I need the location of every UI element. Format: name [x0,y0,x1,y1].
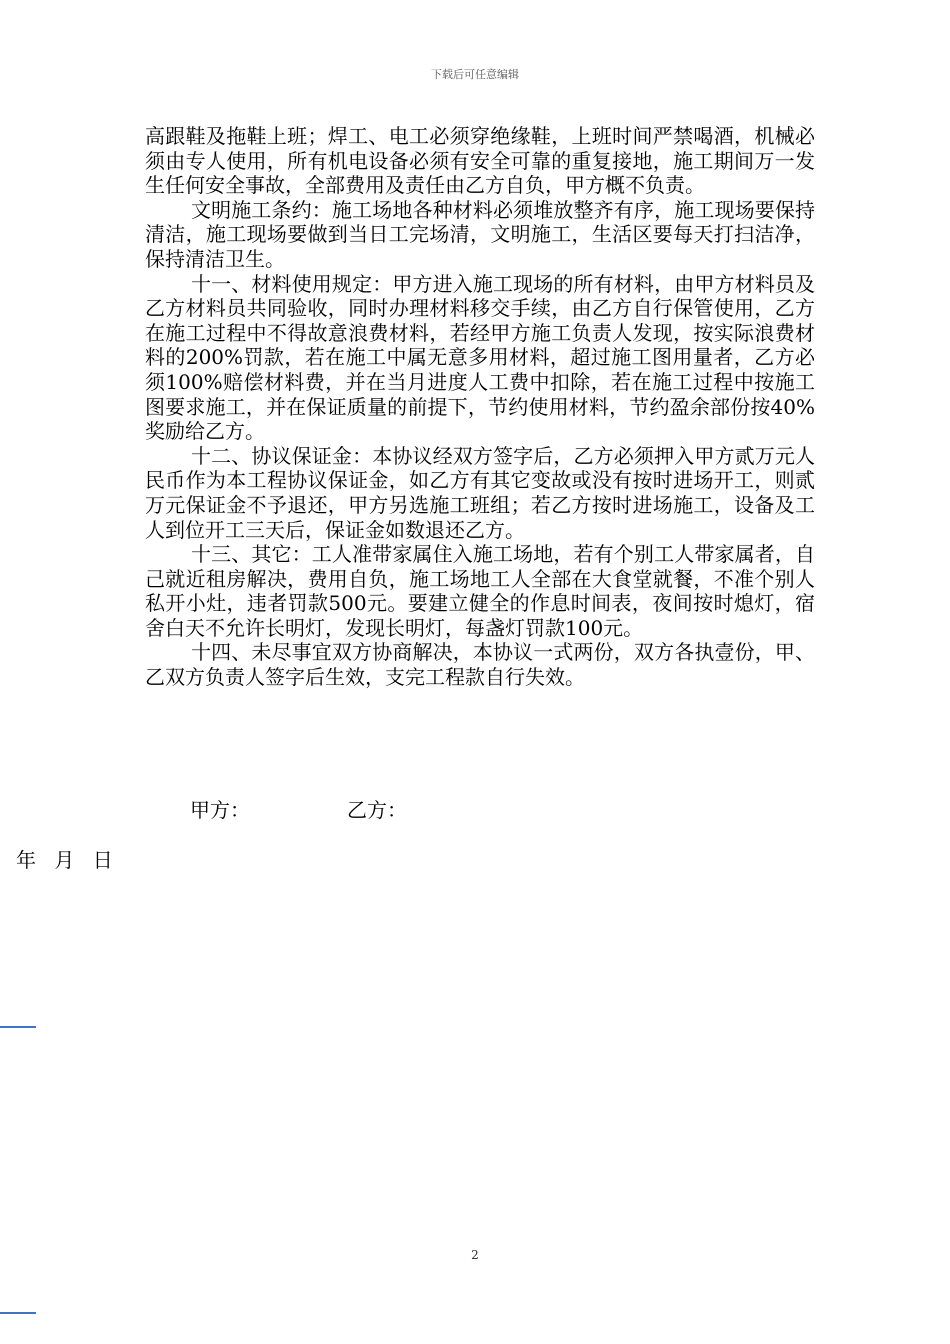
page-number: 2 [471,1248,479,1262]
page-header-note: 下载后可任意编辑 [431,68,519,81]
paragraph-other: 十三、其它：工人准带家属住入施工场地，若有个别工人带家属者，自己就近租房解决，费用自负，施工场地工人全部在大食堂就餐，不准个别人私开小灶，违者罚款500元。要建立健全的作息时间表，夜间按时熄灯，宿舍白天不允许长明灯，发现长明灯，每盏灯罚款100元。 [145,542,815,640]
paragraph-civilized-construction: 文明施工条约：施工场地各种材料必须堆放整齐有序，施工现场要保持清洁，施工现场要做到当日工完场清，文明施工，生活区要每天打扫洁净，保持清洁卫生。 [145,197,815,271]
paragraph-safety: 高跟鞋及拖鞋上班；焊工、电工必须穿绝缘鞋，上班时间严禁喝酒，机械必须由专人使用，所有机电设备必须有安全可靠的重复接地，施工期间万一发生任何安全事故，全部费用及责任由乙方自负，甲方概不负责。 [145,124,815,198]
paragraph-unresolved-matters: 十四、未尽事宜双方协商解决，本协议一式两份，双方各执壹份，甲、乙双方负责人签字后生效，支完工程款自行失效。 [145,640,815,690]
document-body [145,124,815,690]
signature-party-b: 乙方： [347,798,407,822]
date-line: 年 月 日 [16,848,115,872]
paragraph-material-rules: 十一、材料使用规定：甲方进入施工现场的所有材料，由甲方材料员及乙方材料员共同验收，同时办理材料移交手续，由乙方自行保管使用，乙方在施工过程中不得故意浪费材料，若经甲方施工负责人发现，按实际浪费材料的200%罚款，若在施工中属无意多用材料，超过施工图用量者，乙方必须100%赔偿材料费，并在当月进度人工费中扣除，若在施工过程中按施工图要求施工，并在保证质量的前提下，节约使用材料，节约盈余部份按40%奖励给乙方。 [145,271,815,444]
edge-mark-line [0,1026,36,1028]
signature-party-a: 甲方： [190,798,250,822]
paragraph-deposit: 十二、协议保证金：本协议经双方签字后，乙方必须押入甲方贰万元人民币作为本工程协议保证金，如乙方有其它变故或没有按时进场开工，则贰万元保证金不予退还，甲方另选施工班组；若乙方按时进场施工，设备及工人到位开工三天后，保证金如数退还乙方。 [145,443,815,542]
edge-mark-line [0,1312,36,1314]
